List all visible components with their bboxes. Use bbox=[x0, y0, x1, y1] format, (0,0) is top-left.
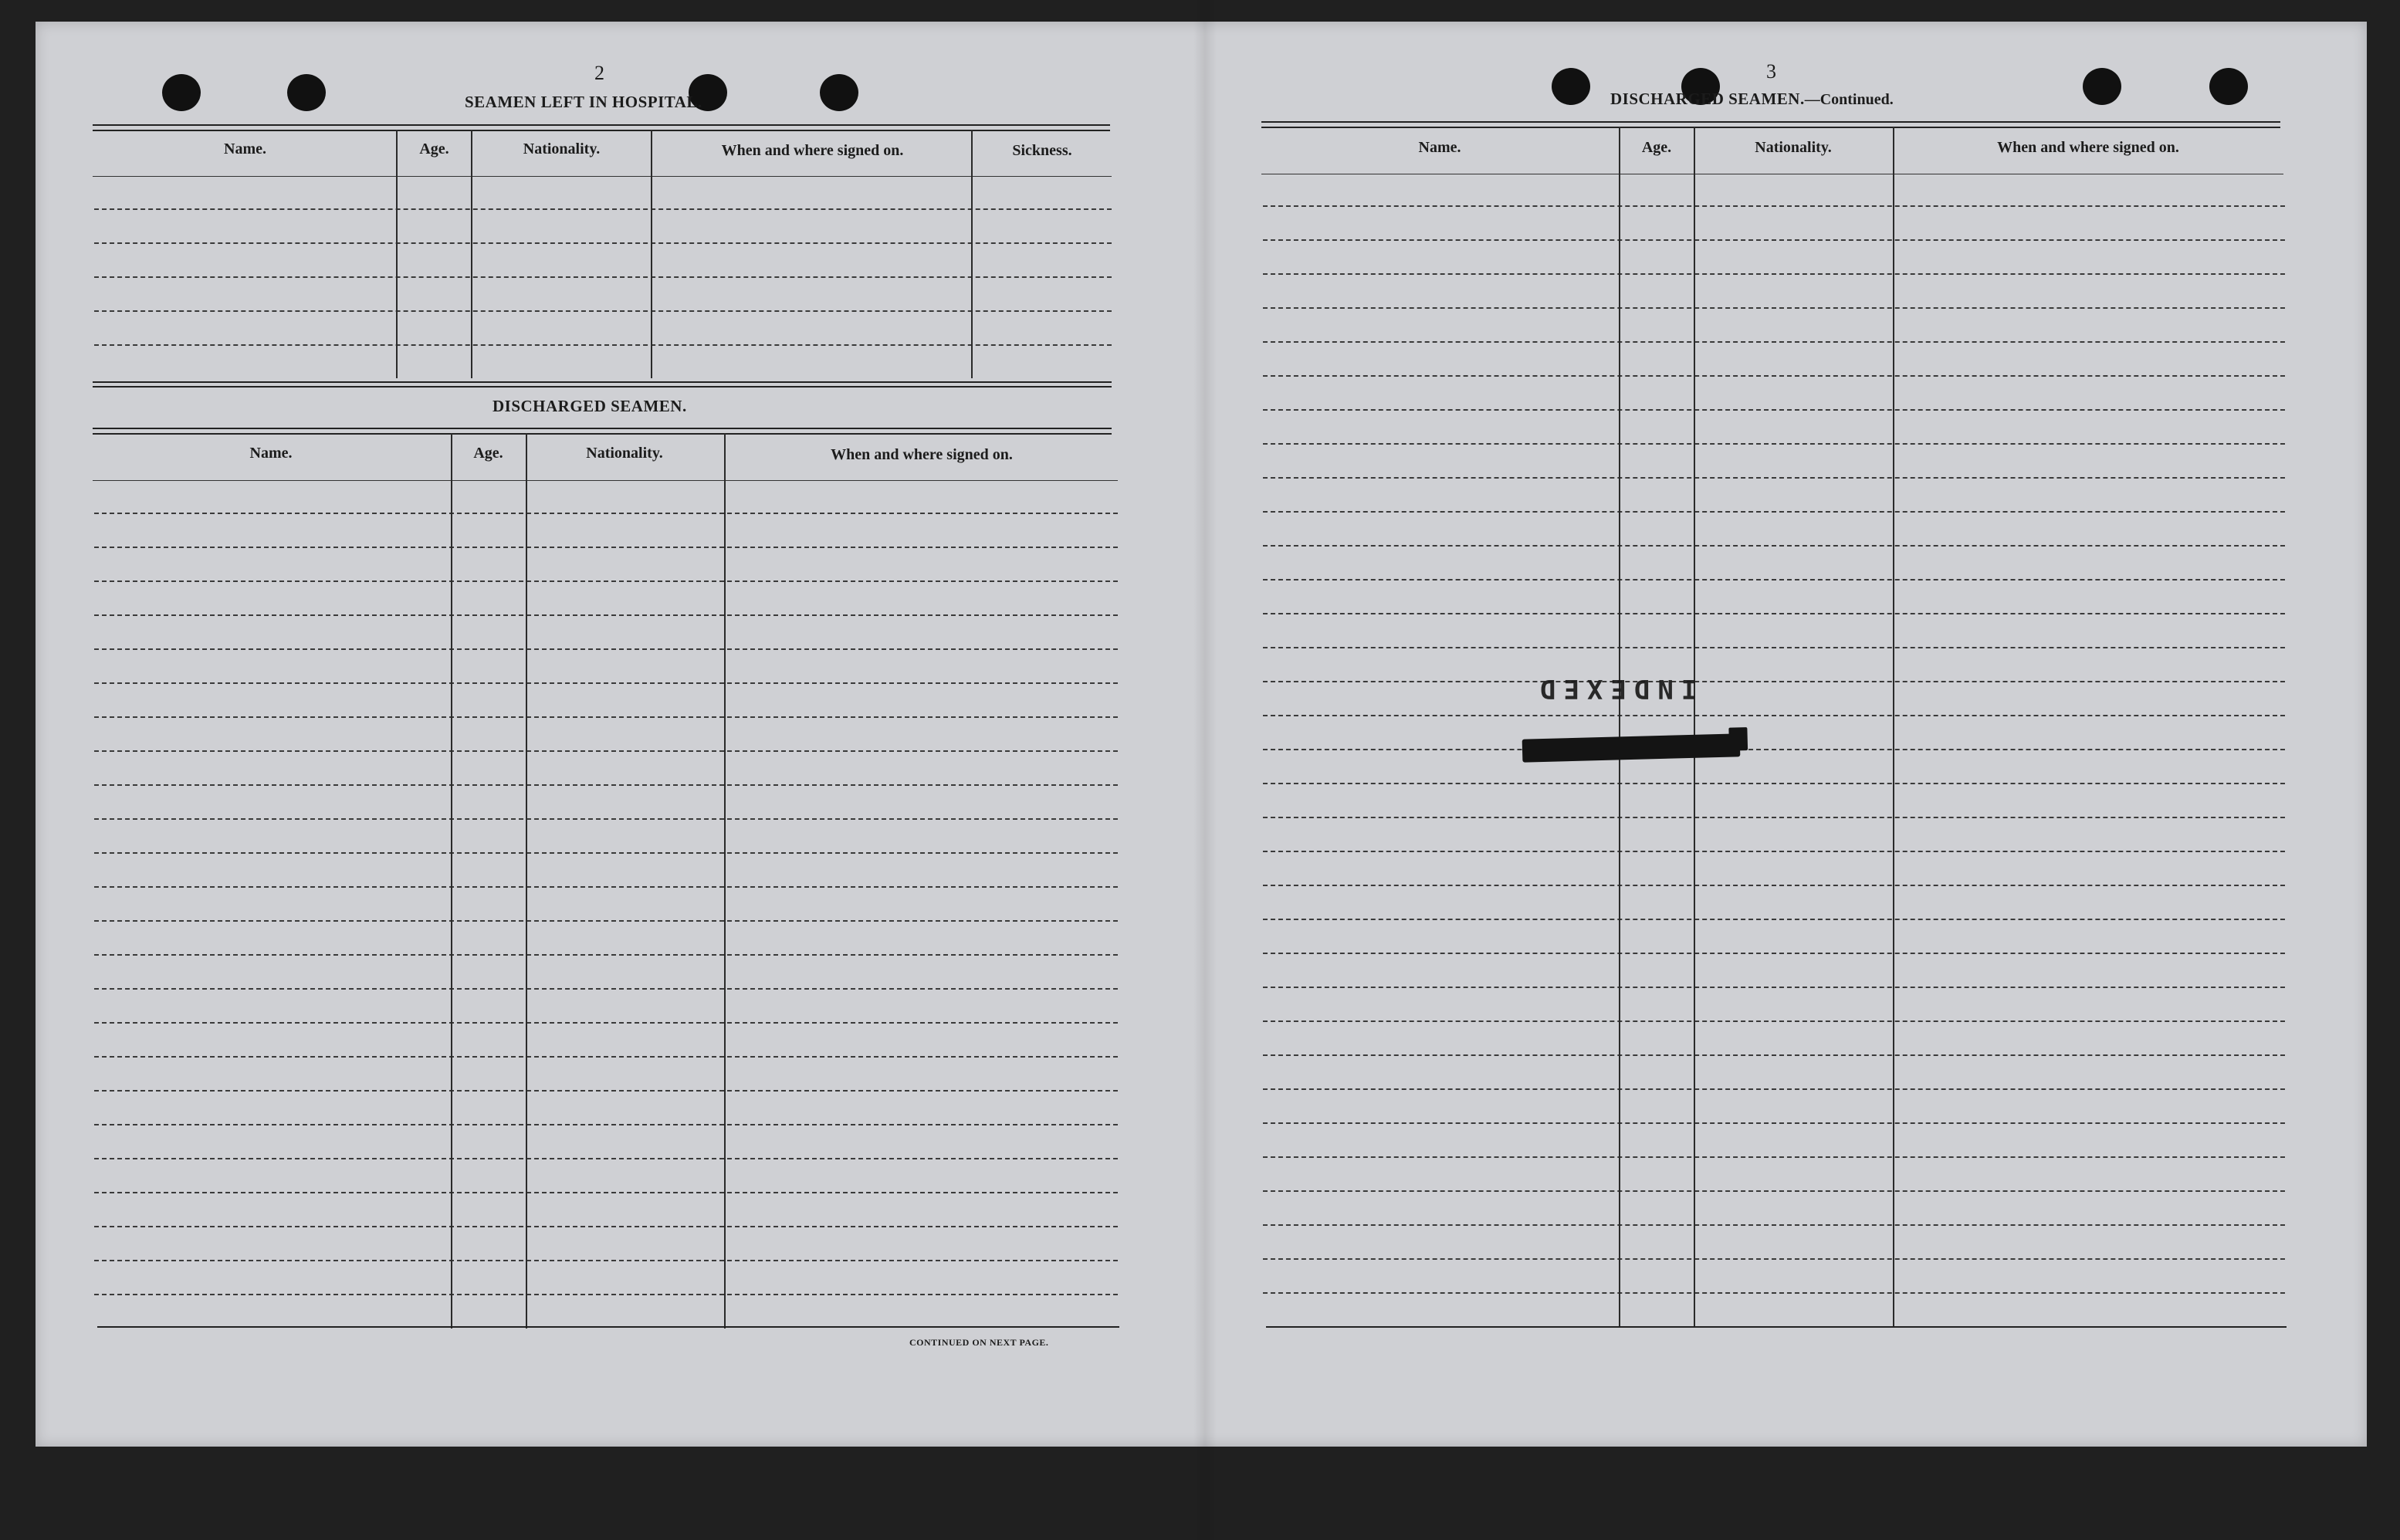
discharged-section-title: DISCHARGED SEAMEN. bbox=[493, 397, 687, 415]
entry-line bbox=[1263, 1020, 2285, 1022]
hospital-col-divider bbox=[396, 130, 398, 378]
hospital-bottom-rule bbox=[93, 381, 1112, 383]
punch-hole bbox=[2083, 68, 2121, 105]
discharged-top-rule bbox=[93, 428, 1112, 429]
hospital-top-rule bbox=[93, 124, 1110, 126]
right-page-number: 3 bbox=[1766, 60, 1776, 83]
entry-line bbox=[1263, 817, 2285, 818]
entry-line bbox=[94, 716, 1118, 718]
entry-line bbox=[1263, 1156, 2285, 1158]
entry-line bbox=[1263, 375, 2285, 377]
entry-line bbox=[1263, 1054, 2285, 1056]
punch-hole bbox=[162, 74, 201, 111]
page-spine bbox=[1193, 0, 1217, 1540]
punch-hole bbox=[2209, 68, 2248, 105]
discharged-header-underline bbox=[93, 480, 1118, 481]
right-header-nationality: Nationality. bbox=[1755, 139, 1832, 156]
entry-line bbox=[1263, 647, 2285, 648]
discharged-header-name: Name. bbox=[249, 445, 293, 462]
right-section-title bbox=[1610, 90, 1894, 109]
hospital-header-nationality: Nationality. bbox=[523, 140, 601, 157]
entry-line bbox=[1263, 273, 2285, 275]
hospital-col-divider bbox=[971, 130, 973, 378]
entry-line bbox=[94, 208, 1112, 210]
discharged-bottom-rule bbox=[97, 1326, 1119, 1328]
discharged-header-nationality: Nationality. bbox=[586, 445, 663, 462]
entry-line bbox=[1263, 239, 2285, 241]
punch-hole bbox=[287, 74, 326, 111]
entry-line bbox=[1263, 307, 2285, 309]
entry-line bbox=[1263, 1224, 2285, 1226]
hospital-header-name: Name. bbox=[224, 140, 266, 157]
right-title-main: DISCHARGED SEAMEN. bbox=[1610, 90, 1805, 108]
entry-line bbox=[94, 1158, 1118, 1159]
entry-line bbox=[1263, 1088, 2285, 1090]
entry-line bbox=[94, 1192, 1118, 1193]
entry-line bbox=[94, 1090, 1118, 1092]
entry-line bbox=[94, 1124, 1118, 1125]
discharged-header-signed-on: When and where signed on. bbox=[831, 446, 1013, 463]
entry-line bbox=[1263, 885, 2285, 886]
entry-line bbox=[1263, 749, 2285, 750]
entry-line bbox=[94, 954, 1118, 956]
entry-line bbox=[94, 648, 1118, 650]
entry-line bbox=[1263, 681, 2285, 682]
indexed-stamp: INDEXED bbox=[1532, 673, 1698, 704]
entry-line bbox=[94, 614, 1118, 616]
right-top-rule bbox=[1261, 121, 2280, 123]
entry-line bbox=[94, 920, 1118, 922]
entry-line bbox=[94, 344, 1112, 346]
entry-line bbox=[94, 1056, 1118, 1058]
entry-line bbox=[94, 1260, 1118, 1261]
entry-line bbox=[1263, 613, 2285, 614]
entry-line bbox=[1263, 851, 2285, 852]
entry-line bbox=[1263, 715, 2285, 716]
entry-line bbox=[1263, 1190, 2285, 1192]
entry-line bbox=[94, 513, 1118, 514]
hospital-header-underline bbox=[93, 176, 1112, 177]
entry-line bbox=[1263, 919, 2285, 920]
hospital-header-age: Age. bbox=[419, 140, 449, 157]
hospital-bottom-rule-2 bbox=[93, 386, 1112, 388]
entry-line bbox=[94, 818, 1118, 820]
entry-line bbox=[94, 1022, 1118, 1024]
right-header-age: Age. bbox=[1641, 139, 1672, 156]
punch-hole bbox=[820, 74, 858, 111]
entry-line bbox=[94, 242, 1112, 244]
hospital-header-signed-on: When and where signed on. bbox=[721, 142, 904, 159]
entry-line bbox=[1263, 477, 2285, 479]
right-header-signed-on: When and where signed on. bbox=[1997, 139, 2179, 156]
discharged-top-rule-2 bbox=[93, 433, 1112, 435]
entry-line bbox=[1263, 409, 2285, 411]
entry-line bbox=[94, 1226, 1118, 1227]
right-col-divider bbox=[1619, 127, 1620, 1326]
hospital-section-title: SEAMEN LEFT IN HOSPITAL. bbox=[465, 93, 702, 111]
entry-line bbox=[94, 580, 1118, 582]
right-col-divider bbox=[1893, 127, 1894, 1326]
entry-line bbox=[94, 852, 1118, 854]
entry-line bbox=[94, 547, 1118, 548]
entry-line bbox=[94, 682, 1118, 684]
entry-line bbox=[1263, 1122, 2285, 1124]
entry-line bbox=[1263, 579, 2285, 580]
hospital-col-divider bbox=[651, 130, 652, 378]
continued-footnote: CONTINUED ON NEXT PAGE. bbox=[909, 1337, 1049, 1348]
entry-line bbox=[94, 1294, 1118, 1295]
entry-line bbox=[94, 310, 1112, 312]
left-page-number: 2 bbox=[594, 62, 604, 84]
entry-line bbox=[1263, 545, 2285, 547]
entry-line bbox=[94, 886, 1118, 888]
discharged-header-age: Age. bbox=[473, 445, 503, 462]
discharged-col-divider bbox=[526, 433, 527, 1328]
entry-line bbox=[1263, 987, 2285, 988]
hospital-col-divider bbox=[471, 130, 472, 378]
entry-line bbox=[1263, 341, 2285, 343]
entry-line bbox=[1263, 783, 2285, 784]
entry-line bbox=[1263, 443, 2285, 445]
entry-line bbox=[1263, 511, 2285, 513]
entry-line bbox=[1263, 205, 2285, 207]
hospital-header-sickness: Sickness. bbox=[1012, 142, 1072, 159]
hospital-top-rule-2 bbox=[93, 130, 1110, 131]
discharged-col-divider bbox=[451, 433, 452, 1328]
entry-line bbox=[94, 784, 1118, 786]
entry-line bbox=[94, 750, 1118, 752]
right-header-name: Name. bbox=[1418, 139, 1461, 156]
entry-line bbox=[1263, 953, 2285, 954]
entry-line bbox=[94, 988, 1118, 990]
right-title-suffix: —Continued. bbox=[1804, 91, 1894, 108]
entry-line bbox=[94, 276, 1112, 278]
entry-line bbox=[1263, 1258, 2285, 1260]
right-col-divider bbox=[1694, 127, 1695, 1326]
punch-hole bbox=[1552, 68, 1590, 105]
entry-line bbox=[1263, 1292, 2285, 1294]
right-bottom-rule bbox=[1266, 1326, 2287, 1328]
right-top-rule-2 bbox=[1261, 127, 2280, 128]
discharged-col-divider bbox=[724, 433, 726, 1328]
